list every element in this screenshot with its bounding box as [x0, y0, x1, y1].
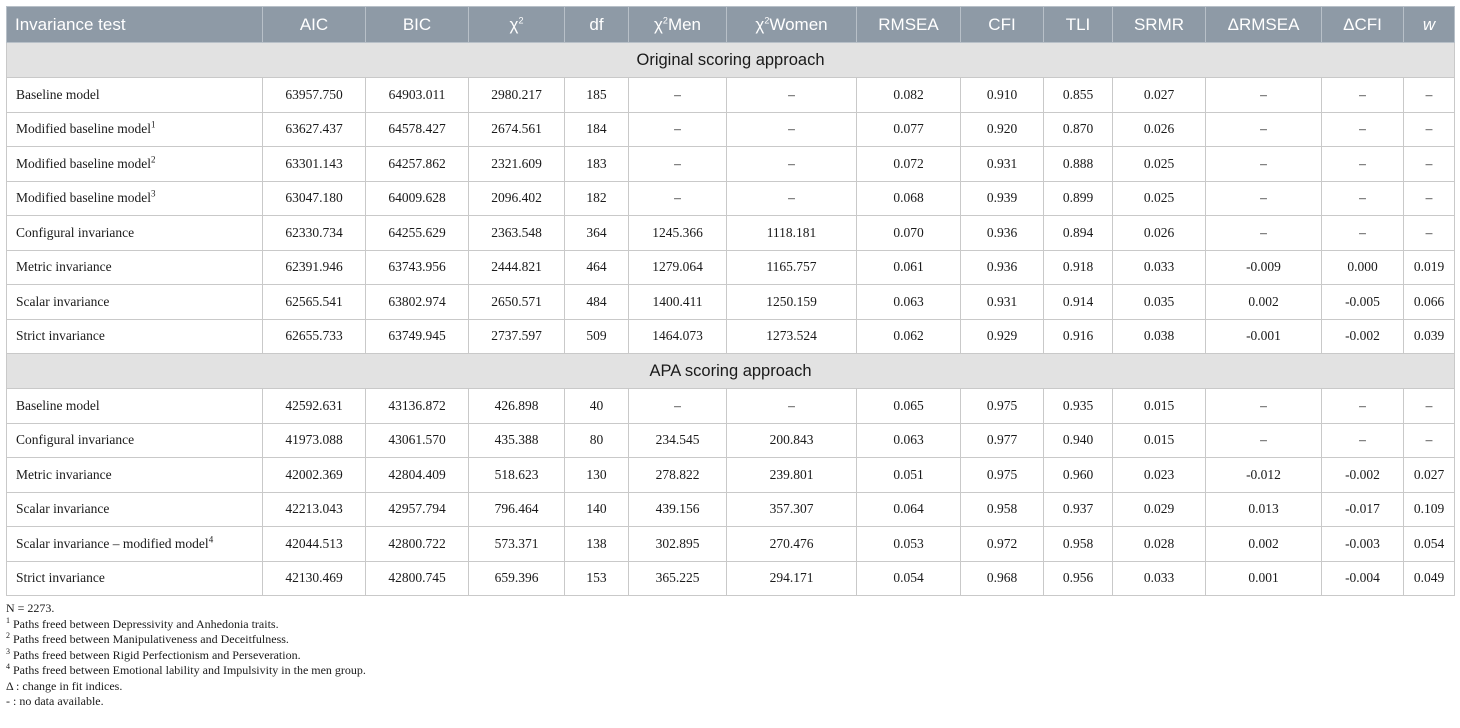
table-row [7, 492, 1455, 527]
footnote-number: 3 [6, 646, 10, 656]
table-row [7, 250, 1455, 285]
table-cell: 573.371 [469, 527, 565, 562]
table-cell: – [1206, 423, 1322, 458]
table-cell: -0.002 [1322, 319, 1404, 354]
table-cell: – [1404, 147, 1455, 182]
table-cell: -0.005 [1322, 285, 1404, 320]
table-row [7, 181, 1455, 216]
row-label: Baseline model [16, 397, 100, 413]
row-label-cell [7, 561, 263, 596]
table-cell: 278.822 [629, 458, 727, 493]
header-chi-square-women [727, 7, 857, 43]
table-cell: – [727, 147, 857, 182]
table-cell: – [727, 112, 857, 147]
section-title: Original scoring approach [7, 43, 1455, 78]
row-label-cell [7, 458, 263, 493]
table-cell: 0.920 [961, 112, 1044, 147]
table-cell: – [629, 389, 727, 424]
row-label: Strict invariance [16, 328, 105, 344]
table-cell: -0.012 [1206, 458, 1322, 493]
header-row [7, 7, 1455, 43]
table-cell: 484 [565, 285, 629, 320]
table-cell: 43061.570 [366, 423, 469, 458]
table-cell: 0.977 [961, 423, 1044, 458]
table-cell: 0.066 [1404, 285, 1455, 320]
section-title: APA scoring approach [7, 354, 1455, 389]
footnote-text: Paths freed between Rigid Perfectionism and Perseveration. [10, 647, 301, 662]
table-cell: -0.009 [1206, 250, 1322, 285]
table-cell: 64009.628 [366, 181, 469, 216]
row-label: Configural invariance [16, 224, 135, 240]
table-cell: 364 [565, 216, 629, 251]
table-cell: 439.156 [629, 492, 727, 527]
table-cell: 0.028 [1113, 527, 1206, 562]
row-label: Modified baseline model [16, 155, 151, 171]
row-label: Modified baseline model [16, 190, 151, 206]
table-cell: 0.975 [961, 389, 1044, 424]
table-cell: 2980.217 [469, 78, 565, 113]
footnote-marker: 1 [150, 119, 156, 130]
table-cell: – [1322, 216, 1404, 251]
table-cell: 0.054 [1404, 527, 1455, 562]
table-cell: 182 [565, 181, 629, 216]
table-cell: 0.026 [1113, 112, 1206, 147]
table-cell: 63047.180 [263, 181, 366, 216]
row-label-cell [7, 250, 263, 285]
table-cell: – [1322, 423, 1404, 458]
table-cell: – [1404, 78, 1455, 113]
table-cell: 41973.088 [263, 423, 366, 458]
chi-symbol: χ [509, 14, 519, 34]
footnote-number: 2 [6, 631, 10, 640]
footnote [6, 632, 1454, 648]
table-cell: 0.033 [1113, 561, 1206, 596]
footnote-marker: 3 [150, 188, 156, 199]
header-delta-cfi: ΔCFI [1322, 7, 1404, 43]
footnote [6, 617, 1454, 633]
table-cell: 234.545 [629, 423, 727, 458]
table-cell: -0.017 [1322, 492, 1404, 527]
footnote-text: Paths freed between Depressivity and Anhedonia traits. [10, 616, 279, 631]
table-container [6, 6, 1454, 710]
table-cell: 0.053 [857, 527, 961, 562]
table-cell: 365.225 [629, 561, 727, 596]
header-rmsea: RMSEA [857, 7, 961, 43]
footnote [6, 648, 1454, 664]
table-cell: 0.000 [1322, 250, 1404, 285]
row-label-cell [7, 147, 263, 182]
table-cell: 42213.043 [263, 492, 366, 527]
table-cell: – [727, 78, 857, 113]
table-cell: 0.870 [1044, 112, 1113, 147]
table-cell: 0.025 [1113, 147, 1206, 182]
row-label: Modified baseline model [16, 121, 151, 137]
table-cell: -0.004 [1322, 561, 1404, 596]
table-cell: 0.029 [1113, 492, 1206, 527]
table-footnotes [6, 601, 1454, 710]
table-cell: 42800.722 [366, 527, 469, 562]
table-cell: 1165.757 [727, 250, 857, 285]
table-cell: 130 [565, 458, 629, 493]
table-cell: 0.072 [857, 147, 961, 182]
header-tli: TLI [1044, 7, 1113, 43]
table-cell: – [1206, 216, 1322, 251]
table-cell: 2737.597 [469, 319, 565, 354]
table-cell: -0.001 [1206, 319, 1322, 354]
table-cell: -0.003 [1322, 527, 1404, 562]
table-cell: 435.388 [469, 423, 565, 458]
table-cell: 0.051 [857, 458, 961, 493]
table-cell: 0.931 [961, 147, 1044, 182]
row-label: Strict invariance [16, 570, 105, 586]
table-cell: 1400.411 [629, 285, 727, 320]
table-cell: 0.972 [961, 527, 1044, 562]
chi-women-suffix: Women [769, 14, 828, 34]
table-cell: 0.025 [1113, 181, 1206, 216]
table-cell: 42957.794 [366, 492, 469, 527]
table-cell: 0.038 [1113, 319, 1206, 354]
row-label-cell [7, 319, 263, 354]
table-cell: 0.033 [1113, 250, 1206, 285]
table-cell: 464 [565, 250, 629, 285]
row-label-cell [7, 423, 263, 458]
table-row [7, 561, 1455, 596]
table-cell: – [629, 112, 727, 147]
footnote [6, 694, 1454, 710]
table-cell: 138 [565, 527, 629, 562]
row-label-cell [7, 181, 263, 216]
chi-men-symbol: χ [653, 14, 663, 34]
table-row [7, 112, 1455, 147]
section-row [7, 43, 1455, 78]
table-cell: 2363.548 [469, 216, 565, 251]
table-cell: 184 [565, 112, 629, 147]
footnote-text: Paths freed between Emotional lability and Impulsivity in the men group. [10, 663, 366, 677]
chi-women-exponent: 2 [764, 14, 770, 25]
table-cell: 0.026 [1113, 216, 1206, 251]
table-cell: 1279.064 [629, 250, 727, 285]
row-label-cell [7, 112, 263, 147]
table-cell: – [1404, 112, 1455, 147]
table-cell: 0.940 [1044, 423, 1113, 458]
table-cell: 62391.946 [263, 250, 366, 285]
table-cell: 0.049 [1404, 561, 1455, 596]
table-cell: 63802.974 [366, 285, 469, 320]
table-cell: 63957.750 [263, 78, 366, 113]
table-cell: 183 [565, 147, 629, 182]
row-label-cell [7, 492, 263, 527]
table-cell: – [1404, 389, 1455, 424]
table-cell: -0.002 [1322, 458, 1404, 493]
table-cell: 0.063 [857, 285, 961, 320]
table-cell: 0.082 [857, 78, 961, 113]
row-label: Baseline model [16, 86, 100, 102]
table-cell: – [1206, 389, 1322, 424]
header-df: df [565, 7, 629, 43]
table-row [7, 285, 1455, 320]
table-cell: 796.464 [469, 492, 565, 527]
table-cell: 0.939 [961, 181, 1044, 216]
table-cell: 62655.733 [263, 319, 366, 354]
table-cell: 0.015 [1113, 423, 1206, 458]
row-label-cell [7, 78, 263, 113]
table-cell: 0.027 [1404, 458, 1455, 493]
table-cell: 0.855 [1044, 78, 1113, 113]
header-cfi: CFI [961, 7, 1044, 43]
table-cell: – [1322, 389, 1404, 424]
table-body [7, 43, 1455, 596]
chi-women-symbol: χ [755, 14, 765, 34]
footnote-marker: 2 [150, 154, 156, 165]
table-cell: – [1404, 181, 1455, 216]
table-cell: 42804.409 [366, 458, 469, 493]
table-cell: 2096.402 [469, 181, 565, 216]
table-cell: 185 [565, 78, 629, 113]
table-cell: – [1322, 181, 1404, 216]
table-cell: 0.013 [1206, 492, 1322, 527]
table-cell: 63749.945 [366, 319, 469, 354]
table-cell: 0.918 [1044, 250, 1113, 285]
table-cell: 42002.369 [263, 458, 366, 493]
table-cell: 40 [565, 389, 629, 424]
header-srmr: SRMR [1113, 7, 1206, 43]
table-cell: 270.476 [727, 527, 857, 562]
table-cell: 0.936 [961, 216, 1044, 251]
table-cell: 0.935 [1044, 389, 1113, 424]
footnote-text: Δ : change in fit indices. [6, 678, 123, 693]
table-cell: 42800.745 [366, 561, 469, 596]
table-row [7, 527, 1455, 562]
section-row [7, 354, 1455, 389]
table-cell: 0.894 [1044, 216, 1113, 251]
row-label-cell [7, 527, 263, 562]
header-aic: AIC [263, 7, 366, 43]
table-cell: 0.002 [1206, 527, 1322, 562]
table-cell: 0.027 [1113, 78, 1206, 113]
table-row [7, 458, 1455, 493]
row-label: Metric invariance [16, 259, 112, 275]
table-cell: 0.039 [1404, 319, 1455, 354]
table-cell: 1464.073 [629, 319, 727, 354]
table-cell: 63743.956 [366, 250, 469, 285]
table-row [7, 423, 1455, 458]
table-cell: 43136.872 [366, 389, 469, 424]
table-cell: 0.015 [1113, 389, 1206, 424]
table-cell: 0.063 [857, 423, 961, 458]
table-cell: 42592.631 [263, 389, 366, 424]
table-cell: 0.023 [1113, 458, 1206, 493]
table-cell: 0.931 [961, 285, 1044, 320]
row-label: Configural invariance [16, 432, 135, 448]
table-row [7, 216, 1455, 251]
table-cell: – [1206, 78, 1322, 113]
table-cell: 1273.524 [727, 319, 857, 354]
table-cell: 239.801 [727, 458, 857, 493]
table-cell: 0.061 [857, 250, 961, 285]
table-cell: 0.002 [1206, 285, 1322, 320]
table-cell: 0.916 [1044, 319, 1113, 354]
table-cell: 63627.437 [263, 112, 366, 147]
footnote [6, 663, 1454, 679]
table-cell: 62565.541 [263, 285, 366, 320]
table-cell: – [727, 389, 857, 424]
table-cell: 426.898 [469, 389, 565, 424]
footnote-text: Paths freed between Manipulativeness and Deceitfulness. [10, 632, 289, 646]
footnote-text: N = 2273. [6, 601, 55, 615]
table-cell: 0.960 [1044, 458, 1113, 493]
header-w [1404, 7, 1455, 43]
table-cell: 0.910 [961, 78, 1044, 113]
row-label-cell [7, 389, 263, 424]
table-cell: 0.062 [857, 319, 961, 354]
row-label: Scalar invariance [16, 501, 110, 517]
table-cell: – [1404, 423, 1455, 458]
table-cell: 140 [565, 492, 629, 527]
table-cell: 0.936 [961, 250, 1044, 285]
table-cell: 0.035 [1113, 285, 1206, 320]
table-cell: 2650.571 [469, 285, 565, 320]
table-cell: 64578.427 [366, 112, 469, 147]
table-cell: 0.068 [857, 181, 961, 216]
footnote-text: - : no data available. [6, 694, 104, 708]
row-label: Scalar invariance – modified model [16, 535, 209, 551]
table-cell: 0.975 [961, 458, 1044, 493]
table-cell: 659.396 [469, 561, 565, 596]
header-bic: BIC [366, 7, 469, 43]
table-cell: – [727, 181, 857, 216]
table-cell: 509 [565, 319, 629, 354]
table-cell: 294.171 [727, 561, 857, 596]
table-cell: 357.307 [727, 492, 857, 527]
table-cell: 518.623 [469, 458, 565, 493]
table-cell: 2674.561 [469, 112, 565, 147]
table-cell: 0.956 [1044, 561, 1113, 596]
row-label: Scalar invariance [16, 293, 110, 309]
w-symbol: w [1422, 14, 1436, 34]
table-cell: 0.958 [1044, 527, 1113, 562]
table-cell: 200.843 [727, 423, 857, 458]
chi-men-exponent: 2 [662, 14, 668, 25]
row-label-cell [7, 285, 263, 320]
footnote [6, 679, 1454, 695]
table-cell: 0.888 [1044, 147, 1113, 182]
footnote-marker: 4 [208, 534, 214, 545]
table-cell: 0.070 [857, 216, 961, 251]
table-cell: 0.937 [1044, 492, 1113, 527]
table-cell: 64255.629 [366, 216, 469, 251]
table-cell: 80 [565, 423, 629, 458]
chi-exponent: 2 [518, 14, 524, 25]
table-cell: 0.914 [1044, 285, 1113, 320]
table-cell: 42044.513 [263, 527, 366, 562]
table-cell: 1250.159 [727, 285, 857, 320]
table-cell: 64903.011 [366, 78, 469, 113]
table-cell: 0.077 [857, 112, 961, 147]
table-cell: 0.899 [1044, 181, 1113, 216]
table-cell: – [1322, 78, 1404, 113]
footnote-number: 4 [6, 662, 10, 671]
table-row [7, 319, 1455, 354]
header-chi-square [469, 7, 565, 43]
footnote [6, 601, 1454, 617]
table-row [7, 78, 1455, 113]
invariance-table [6, 6, 1455, 596]
table-row [7, 389, 1455, 424]
table-cell: 0.065 [857, 389, 961, 424]
table-cell: 62330.734 [263, 216, 366, 251]
table-cell: – [1404, 216, 1455, 251]
table-cell: 0.019 [1404, 250, 1455, 285]
table-cell: 2321.609 [469, 147, 565, 182]
table-cell: 0.109 [1404, 492, 1455, 527]
footnote-number: 1 [6, 615, 10, 625]
table-cell: – [1322, 112, 1404, 147]
header-chi-square-men [629, 7, 727, 43]
header-invariance-test: Invariance test [7, 7, 263, 43]
table-cell: 1245.366 [629, 216, 727, 251]
table-cell: – [1206, 181, 1322, 216]
table-cell: 0.001 [1206, 561, 1322, 596]
table-cell: 2444.821 [469, 250, 565, 285]
table-cell: 0.054 [857, 561, 961, 596]
table-cell: 0.958 [961, 492, 1044, 527]
table-cell: 42130.469 [263, 561, 366, 596]
chi-men-suffix: Men [667, 14, 702, 34]
table-cell: 0.929 [961, 319, 1044, 354]
row-label: Metric invariance [16, 466, 112, 482]
table-row [7, 147, 1455, 182]
row-label-cell [7, 216, 263, 251]
table-cell: 0.968 [961, 561, 1044, 596]
table-cell: 63301.143 [263, 147, 366, 182]
table-cell: 302.895 [629, 527, 727, 562]
table-cell: 1118.181 [727, 216, 857, 251]
table-cell: – [1206, 112, 1322, 147]
table-cell: – [629, 78, 727, 113]
table-cell: – [629, 181, 727, 216]
table-cell: 0.064 [857, 492, 961, 527]
table-cell: – [629, 147, 727, 182]
table-cell: 153 [565, 561, 629, 596]
table-cell: – [1322, 147, 1404, 182]
header-delta-rmsea: ΔRMSEA [1206, 7, 1322, 43]
table-cell: 64257.862 [366, 147, 469, 182]
table-cell: – [1206, 147, 1322, 182]
